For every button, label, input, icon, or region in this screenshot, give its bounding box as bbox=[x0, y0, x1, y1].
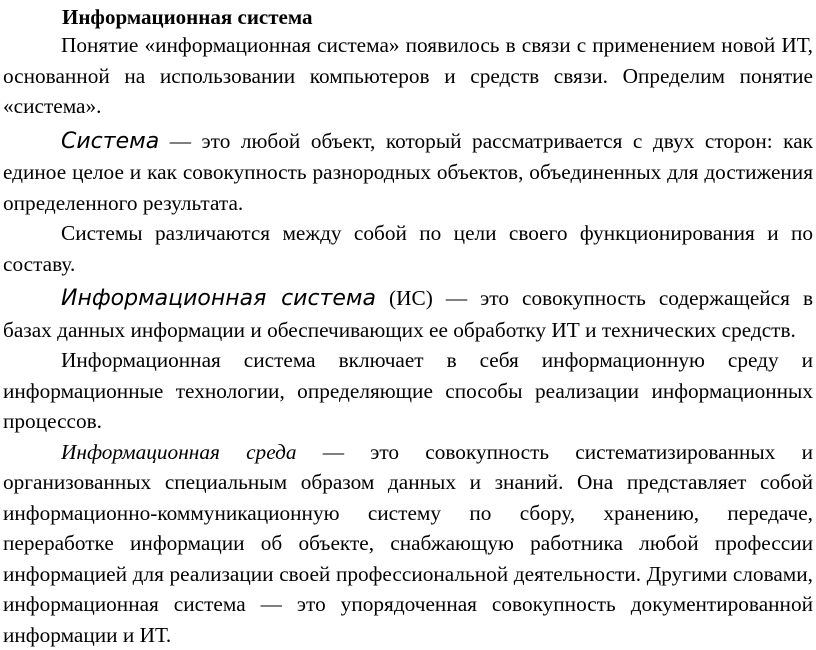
document-page bbox=[3, 0, 813, 650]
paragraph-is-includes bbox=[3, 345, 813, 437]
paragraph-systems-differ bbox=[3, 218, 813, 279]
is-definition-text: (ИС) — это совокупность содержащейся в базах данных информации и обеспечивающих ее обработку ИТ и технических средств. bbox=[3, 286, 813, 342]
term-information-environment: Информационная среда bbox=[61, 440, 297, 464]
term-information-system: Информационная система bbox=[61, 286, 376, 311]
paragraph-system-definition bbox=[3, 126, 813, 219]
term-system: Система bbox=[61, 129, 159, 154]
paragraph-intro-text: Понятие «информационная система» появилось в связи с применением новой ИТ, основанной на использовании компьютеров и средств связи. Определим понятие «система». bbox=[3, 33, 813, 118]
system-definition-text: — это любой объект, который рассматривается с двух сторон: как единое целое и как совокупность разнородных объектов, объединенных для достижения определенного результата. bbox=[3, 129, 813, 215]
is-includes-text: Информационная система включает в себя информационную среду и информационные технологии, определяющие способы реализации информационных процессов. bbox=[3, 348, 813, 433]
info-environment-text: — это совокупность систематизированных и организованных специальным образом данных и знаний. Она представляет собой информационно-коммуникационную систему по сбору, хранению, передаче, переработке информации об объекте, снабжающую работника любой профессии информацией для реализации своей профессиональной деятельности. Другими словами, информационная система — это упорядоченная совокупность документированной информации и ИТ. bbox=[3, 440, 813, 647]
document-title: Информационная система bbox=[62, 6, 813, 28]
paragraph-intro bbox=[3, 30, 813, 122]
paragraph-info-environment bbox=[3, 437, 813, 650]
paragraph-is-definition bbox=[3, 283, 813, 345]
systems-differ-text: Системы различаются между собой по цели своего функционирования и по составу. bbox=[3, 221, 813, 276]
